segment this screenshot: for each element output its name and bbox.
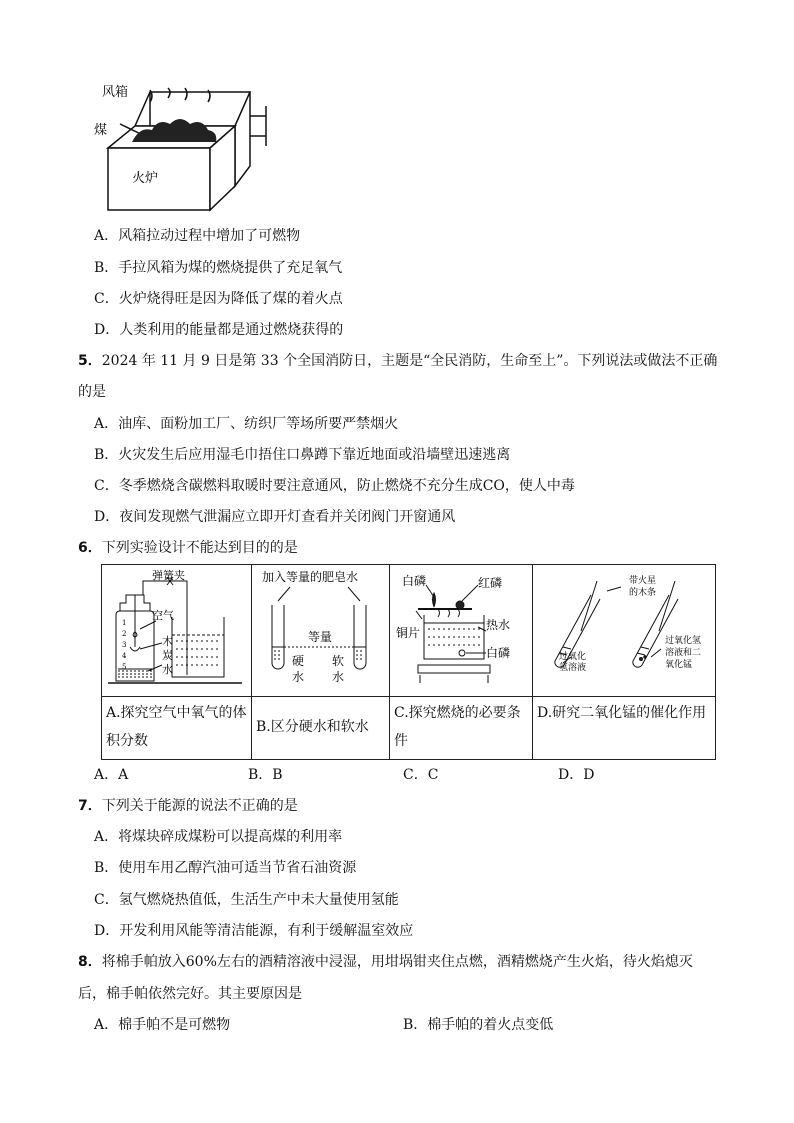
q6-figure-a-cell xyxy=(102,565,252,697)
q8-number: 8． xyxy=(78,954,102,970)
label-bellows: 风箱 xyxy=(102,85,129,100)
q6-figure-c-cell xyxy=(390,565,533,697)
q6-experiment-table xyxy=(101,564,716,760)
q7-option-b: B．使用车用乙醇汽油可适当节省石油资源 xyxy=(94,860,357,876)
bellows-stove-figure xyxy=(90,78,280,213)
label-hot-water: 热水 xyxy=(486,618,511,632)
q5-option-b: B．火灾发生后应用湿毛巾捂住口鼻蹲下靠近地面或沿墙壁迅速逃离 xyxy=(94,447,511,463)
q4-option-a: A．风箱拉动过程中增加了可燃物 xyxy=(94,228,301,244)
q8-option-b: B．棉手帕的着火点变低 xyxy=(403,1017,554,1033)
q6-caption-a: A.探究空气中氧气的体积分数 xyxy=(102,697,252,760)
label-mix-3: 氧化锰 xyxy=(665,660,693,670)
label-coal: 煤 xyxy=(94,123,108,138)
q7-stem: 7．下列关于能源的说法不正确的是 xyxy=(78,798,298,814)
q5-stem-line1: 5．2024 年 11 月 9 日是第 33 个全国消防日，主题是“全民消防，生命至上”。下列说法或做法不正确 xyxy=(78,353,718,369)
q6-figure-d-cell xyxy=(533,565,716,697)
q5-option-c: C．冬季燃烧含碳燃料取暖时要注意通风，防止燃烧不充分生成CO，使人中毒 xyxy=(94,478,575,494)
label-hard-2: 水 xyxy=(292,670,305,684)
label-air: 空气 xyxy=(152,609,174,622)
figure-c-combustion xyxy=(390,565,532,692)
label-stove: 火炉 xyxy=(132,171,159,186)
label-hard-1: 硬 xyxy=(292,654,305,668)
q6-option-d: D．D xyxy=(558,767,595,783)
q4-option-c: C．火炉烧得旺是因为降低了煤的着火点 xyxy=(94,291,343,307)
svg-text:4: 4 xyxy=(122,652,127,660)
svg-text:3: 3 xyxy=(122,641,127,649)
svg-text:1: 1 xyxy=(122,619,127,627)
svg-text:5: 5 xyxy=(122,663,127,671)
q8-stem-line1: 8．将棉手帕放入60%左右的酒精溶液中浸湿，用坩埚钳夹住点燃，酒精燃烧产生火焰，待火焰熄灭 xyxy=(78,954,693,970)
q6-caption-d: D.研究二氧化锰的催化作用 xyxy=(533,697,716,760)
q5-stem-line2: 的是 xyxy=(78,384,106,400)
label-h2o2-2: 氢溶液 xyxy=(559,663,587,673)
label-equal: 等量 xyxy=(308,630,333,644)
q5-option-a: A．油库、面粉加工厂、纺织厂等场所要严禁烟火 xyxy=(94,416,399,432)
q6-caption-b: B.区分硬水和软水 xyxy=(252,697,390,760)
label-copper: 铜片 xyxy=(396,626,421,640)
q5-option-d: D．夜间发现燃气泄漏应立即开灯查看并关闭阀门开窗通风 xyxy=(94,509,456,525)
q4-option-d: D．人类利用的能量都是通过燃烧获得的 xyxy=(94,322,344,338)
label-glowing-splint-2: 的木条 xyxy=(629,588,657,598)
label-soft-2: 水 xyxy=(332,670,345,684)
q6-option-b: B．B xyxy=(248,767,283,783)
q7-option-d: D．开发利用风能等清洁能源，有利于缓解温室效应 xyxy=(94,923,414,939)
q8-option-a: A．棉手帕不是可燃物 xyxy=(94,1017,231,1033)
q4-option-b: B．手拉风箱为煤的燃烧提供了充足氧气 xyxy=(94,260,343,276)
q6-figure-b-cell xyxy=(252,565,390,697)
label-h2o2-1: 过氧化 xyxy=(559,652,587,662)
label-red-phosphorus: 红磷 xyxy=(478,576,503,590)
q6-stem: 6．下列实验设计不能达到目的的是 xyxy=(78,540,298,556)
figure-a-oxygen-volume xyxy=(102,565,251,692)
svg-text:2: 2 xyxy=(122,630,127,638)
q6-option-c: C．C xyxy=(403,767,439,783)
label-white-phosphorus: 白磷 xyxy=(402,574,427,588)
q7-option-a: A．将煤块碎成煤粉可以提高煤的利用率 xyxy=(94,829,343,845)
q6-number: 6． xyxy=(78,540,102,556)
q7-option-c: C．氢气燃烧热值低，生活生产中未大量使用氢能 xyxy=(94,892,399,908)
q5-number: 5． xyxy=(78,353,102,369)
label-soft-1: 软 xyxy=(332,654,345,668)
q6-option-a: A．A xyxy=(94,767,129,783)
label-clamp: 弹簧夹 xyxy=(152,569,185,582)
figure-d-catalyst xyxy=(533,565,715,692)
label-charcoal-1: 木 xyxy=(162,635,173,648)
label-soap-water: 加入等量的肥皂水 xyxy=(262,570,359,584)
figure-b-hard-soft-water xyxy=(252,565,389,692)
label-mix-1: 过氧化氢 xyxy=(665,636,702,646)
q8-stem-line2: 后，棉手帕依然完好。其主要原因是 xyxy=(78,986,302,1002)
label-white-phosphorus-2: 白磷 xyxy=(486,646,511,660)
q7-number: 7． xyxy=(78,798,102,814)
q6-caption-c: C.探究燃烧的必要条件 xyxy=(390,697,533,760)
label-charcoal-2: 炭 xyxy=(162,649,173,662)
label-glowing-splint-1: 带火星 xyxy=(629,576,657,586)
label-water-a: 水 xyxy=(162,663,173,676)
label-mix-2: 溶液和二 xyxy=(665,648,702,658)
